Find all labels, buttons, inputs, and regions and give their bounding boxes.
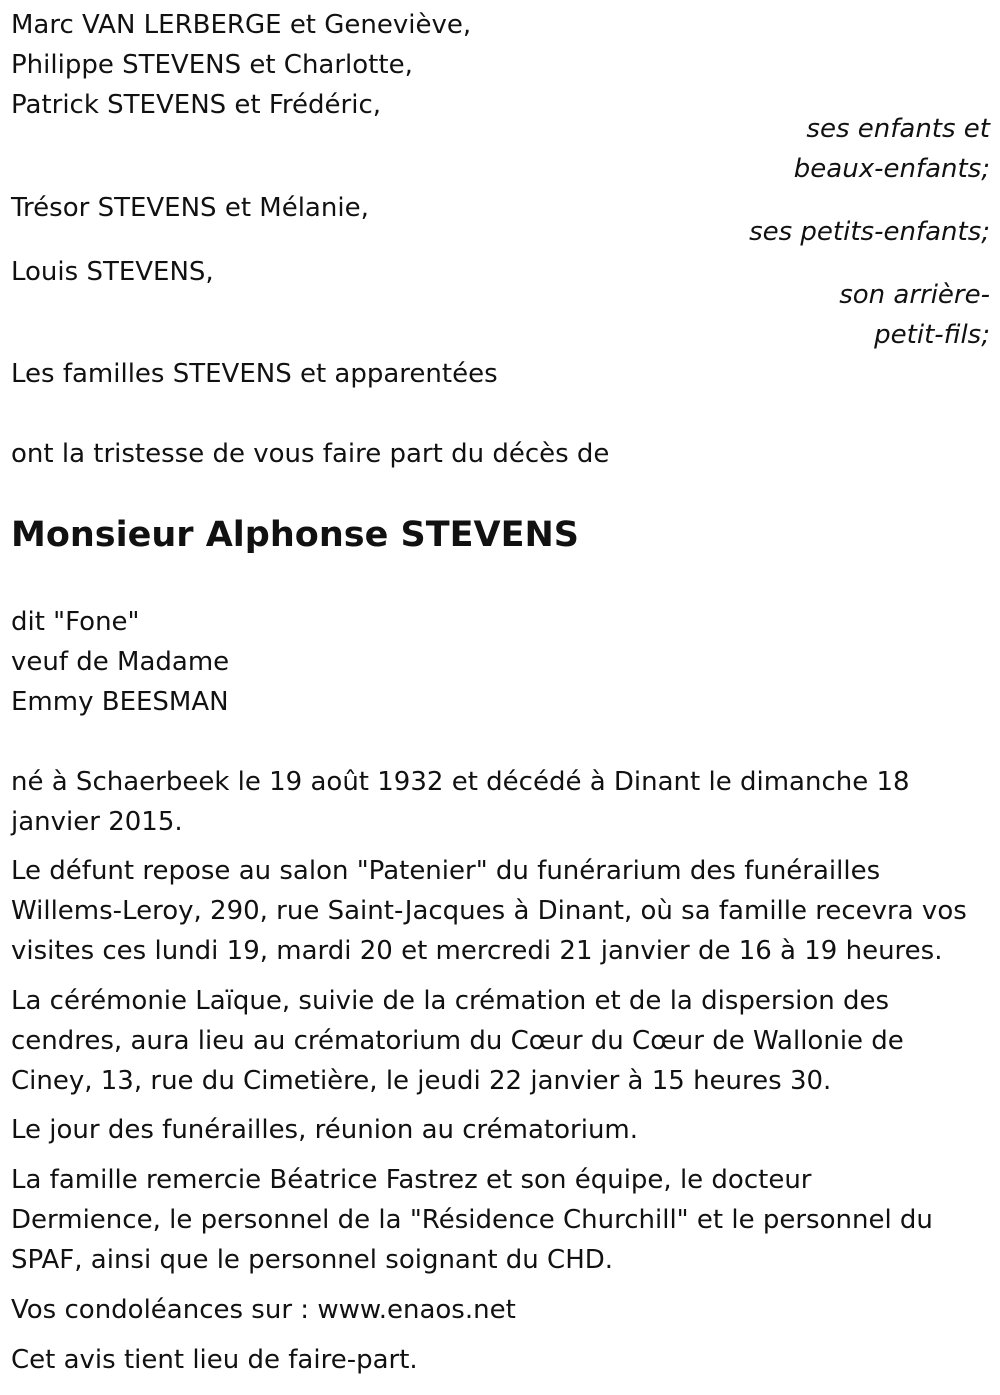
children-role-line-1: ses enfants et [806, 114, 990, 144]
ceremony-line-3: Ciney, 13, rue du Cimetière, le jeudi 22 janvier à 15 heures 30. [11, 1066, 832, 1096]
notice-line: Cet avis tient lieu de faire-part. [11, 1345, 418, 1375]
rest-line-3: visites ces lundi 19, mardi 20 et mercredi 21 janvier de 16 à 19 heures. [11, 936, 943, 966]
deceased-spouse-name: Emmy BEESMAN [11, 687, 229, 717]
rest-line-2: Willems-Leroy, 290, rue Saint-Jacques à Dinant, où sa famille recevra vos [11, 896, 967, 926]
grandchild-line: Trésor STEVENS et Mélanie, [11, 193, 369, 223]
deceased-widow-of: veuf de Madame [11, 647, 230, 677]
child-line-1: Marc VAN LERBERGE et Geneviève, [11, 10, 472, 40]
ceremony-line-2: cendres, aura lieu au crématorium du Cœur du Cœur de Wallonie de [11, 1026, 904, 1056]
extended-family-line: Les familles STEVENS et apparentées [11, 359, 498, 389]
rest-line-1: Le défunt repose au salon "Patenier" du funérarium des funérailles [11, 856, 881, 886]
birth-death-line-2: janvier 2015. [11, 807, 183, 837]
child-line-3: Patrick STEVENS et Frédéric, [11, 90, 382, 120]
grandchild-role: ses petits-enfants; [749, 217, 990, 247]
thanks-line-3: SPAF, ainsi que le personnel soignant du CHD. [11, 1245, 614, 1275]
birth-death-line-1: né à Schaerbeek le 19 août 1932 et décédé à Dinant le dimanche 18 [11, 767, 910, 797]
great-grandchild-role-line-2: petit-fils; [874, 320, 990, 350]
condolences-line: Vos condoléances sur : www.enaos.net [11, 1295, 516, 1325]
deceased-name: Monsieur Alphonse STEVENS [11, 515, 579, 555]
children-role-line-2: beaux-enfants; [793, 154, 990, 184]
announcement-line: ont la tristesse de vous faire part du décès de [11, 439, 610, 469]
thanks-line-1: La famille remercie Béatrice Fastrez et son équipe, le docteur [11, 1165, 812, 1195]
thanks-line-2: Dermience, le personnel de la "Résidence Churchill" et le personnel du [11, 1205, 933, 1235]
child-line-2: Philippe STEVENS et Charlotte, [11, 50, 413, 80]
great-grandchild-role-line-1: son arrière- [839, 280, 990, 310]
meeting-line: Le jour des funérailles, réunion au crématorium. [11, 1115, 639, 1145]
deceased-nickname: dit "Fone" [11, 607, 140, 637]
great-grandchild-line: Louis STEVENS, [11, 257, 214, 287]
ceremony-line-1: La cérémonie Laïque, suivie de la crémation et de la dispersion des [11, 986, 890, 1016]
